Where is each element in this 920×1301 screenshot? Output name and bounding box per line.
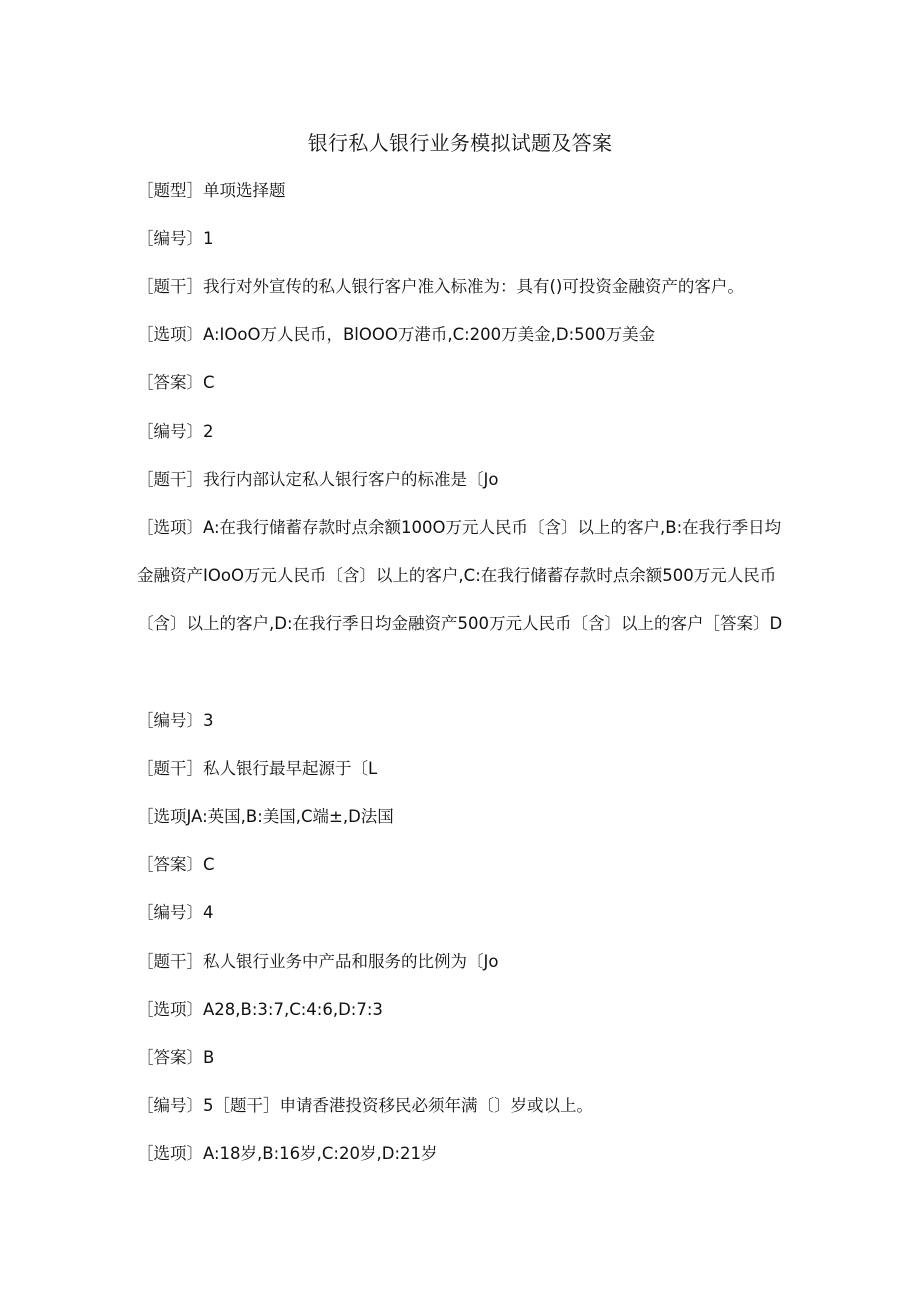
question-stem-line: ［题干］我行对外宣传的私人银行客户准入标准为：具有()可投资金融资产的客户。 [137, 277, 744, 296]
question-options-line: ［选项〕A28,B:3:7,C:4:6,D:7:3 [137, 1000, 383, 1019]
question-number-line: ［编号〕3 [137, 711, 214, 730]
question-answer-line: ［答案〕C [137, 373, 215, 392]
question-number-line: ［编号〕2 [137, 422, 214, 441]
question-type-line: ［题型］单项选择题 [137, 181, 286, 200]
question-options-line: ［选项JA:英国,B:美国,C端±,D法国 [137, 807, 394, 826]
question-number-stem-line: ［编号〕5［题干］申请香港投资移民必须年满〔〕岁或以上。 [137, 1096, 593, 1115]
question-answer-line: ［答案〕C [137, 855, 215, 874]
question-options-line: ［选项〕A:18岁,B:16岁,C:20岁,D:21岁 [137, 1144, 438, 1163]
question-answer-line: ［答案〕B [137, 1048, 215, 1067]
question-stem-line: ［题干］我行内部认定私人银行客户的标准是〔Jo [137, 470, 499, 489]
question-number-line: ［编号〕1 [137, 229, 214, 248]
question-options-line: ［选项〕A:IOoO万人民币，BlOOO万港币,C:200万美金,D:500万美金 [137, 325, 656, 344]
question-options-paragraph: ［选项〕A:在我行储蓄存款时点余额100O万元人民币〔含〕以上的客户,B:在我行季日均金融资产IOoO万元人民币〔含〕以上的客户,C:在我行储蓄存款时点余额500万元人民币〔含〕以上的客户,D:在我行季日均金融资产500万元人民币〔含〕以上的客户［答案〕D [137, 518, 783, 633]
question-number-line: ［编号〕4 [137, 903, 214, 922]
document-title: 银行私人银行业务模拟试题及答案 [307, 131, 613, 155]
question-stem-line: ［题干］私人银行最早起源于〔L [137, 759, 378, 778]
question-stem-line: ［题干］私人银行业务中产品和服务的比例为〔Jo [137, 952, 499, 971]
